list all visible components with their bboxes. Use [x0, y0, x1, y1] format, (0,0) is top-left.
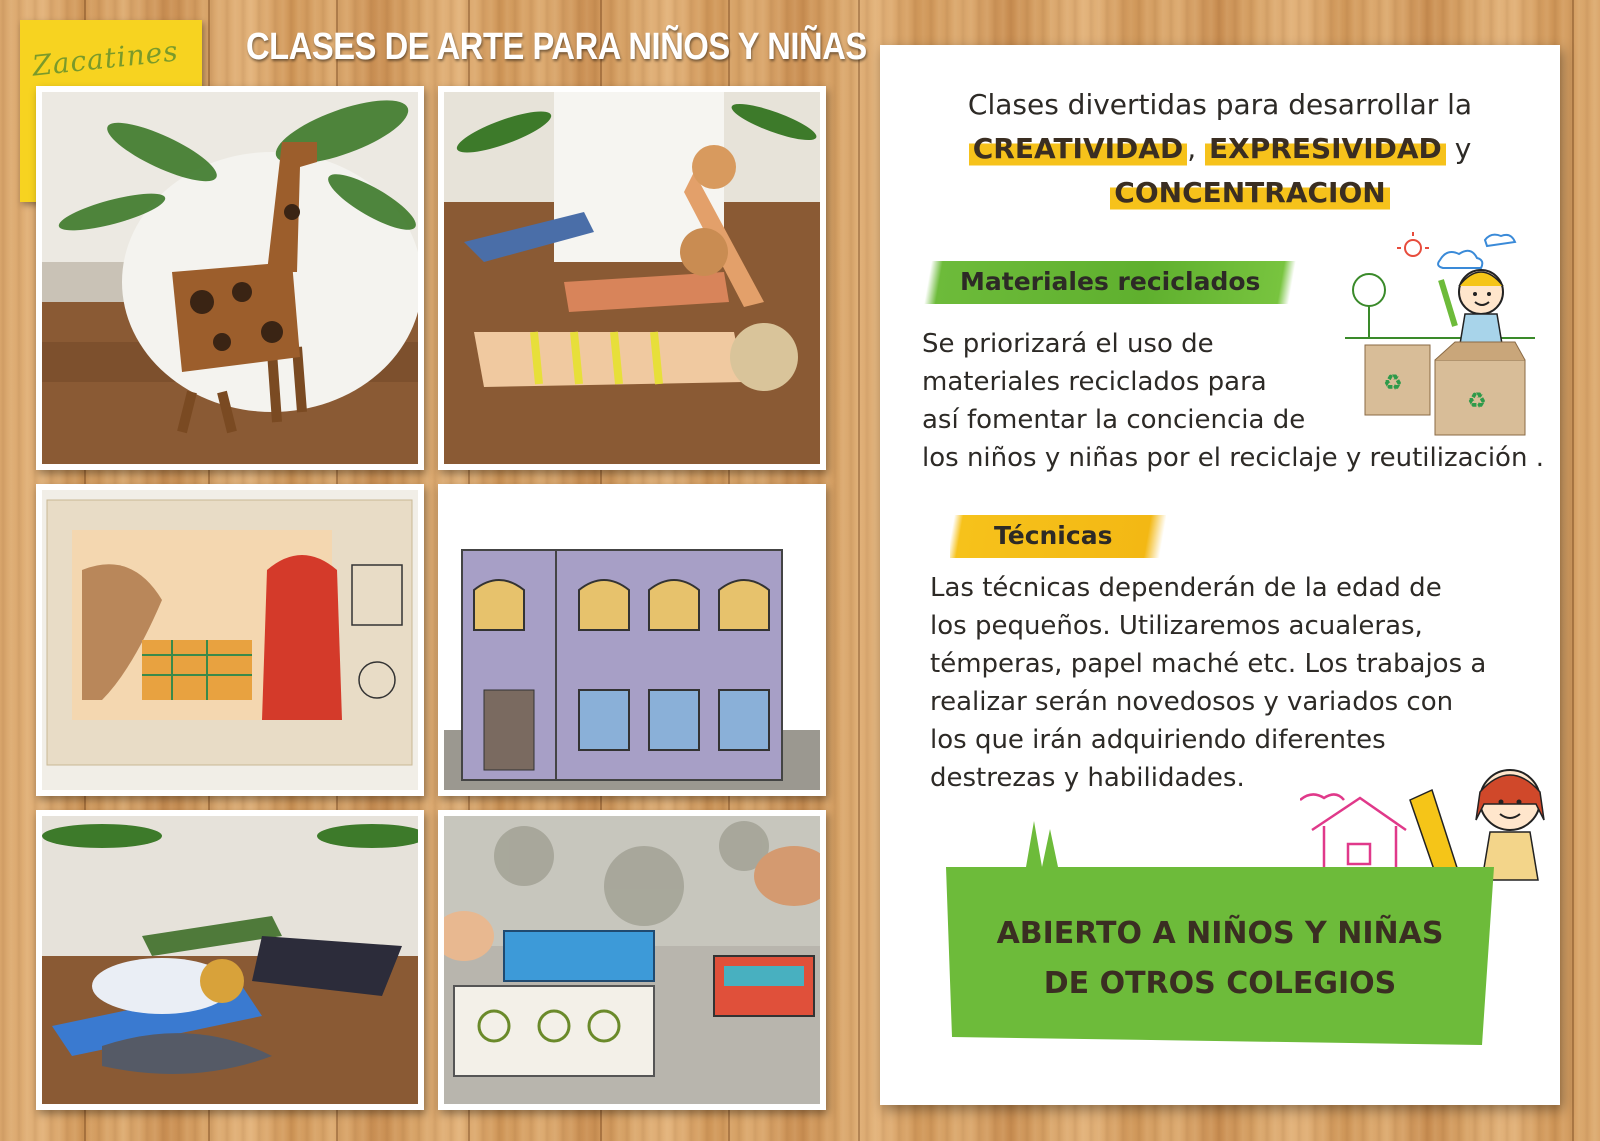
highlight-concentracion: CONCENTRACION [1110, 171, 1389, 215]
materials-line: los niños y niñas por el reciclaje y reutilización . [922, 443, 1544, 473]
techniques-line: destrezas y habilidades. [930, 763, 1245, 793]
techniques-line: témperas, papel maché etc. Los trabajos a [930, 649, 1487, 679]
techniques-line: realizar serán novedosos y variados con [930, 687, 1454, 717]
wood-seam [1572, 0, 1574, 1141]
techniques-line: los que irán adquiriendo diferentes [930, 725, 1386, 755]
info-panel [880, 45, 1560, 1105]
intro-line-2 [880, 127, 1560, 171]
techniques-line: los pequeños. Utilizaremos acualeras, [930, 611, 1423, 641]
intro-separator: , [1187, 132, 1197, 165]
callout-text [946, 909, 1494, 1009]
highlight-creatividad: CREATIVIDAD [969, 127, 1188, 171]
kid-boxes-illustration [1335, 230, 1535, 440]
materials-line: así fomentar la conciencia de [922, 405, 1306, 435]
photo-buses [438, 810, 826, 1110]
intro-conjunction: y [1454, 132, 1472, 165]
callout-line-1: ABIERTO A NIÑOS Y NIÑAS [996, 916, 1444, 951]
photo-cats [438, 86, 826, 470]
intro-text [880, 83, 1560, 215]
photo-giraffe [36, 86, 424, 470]
techniques-line: Las técnicas dependerán de la edad de [930, 573, 1442, 603]
photo-planes [36, 810, 424, 1110]
intro-line-3 [880, 171, 1560, 215]
svg-text:♻: ♻ [1467, 389, 1487, 414]
page-title: CLASES DE ARTE PARA NIÑOS Y NIÑAS [246, 26, 867, 68]
techniques-heading: Técnicas [950, 515, 1166, 558]
materials-line: Se priorizará el uso de [922, 329, 1214, 359]
photo-tv-box [36, 484, 424, 796]
materials-heading: Materiales reciclados [924, 261, 1296, 304]
open-enrollment-callout [946, 867, 1494, 1045]
highlight-expresividad: EXPRESIVIDAD [1205, 127, 1446, 171]
materials-line: materiales reciclados para [922, 367, 1267, 397]
svg-text:♻: ♻ [1383, 371, 1403, 396]
logo-text: Zacatines [30, 34, 181, 83]
photo-house [438, 484, 826, 796]
wood-seam [858, 0, 860, 1141]
callout-line-2: DE OTROS COLEGIOS [1043, 966, 1397, 1001]
intro-line-1: Clases divertidas para desarrollar la [967, 88, 1473, 121]
